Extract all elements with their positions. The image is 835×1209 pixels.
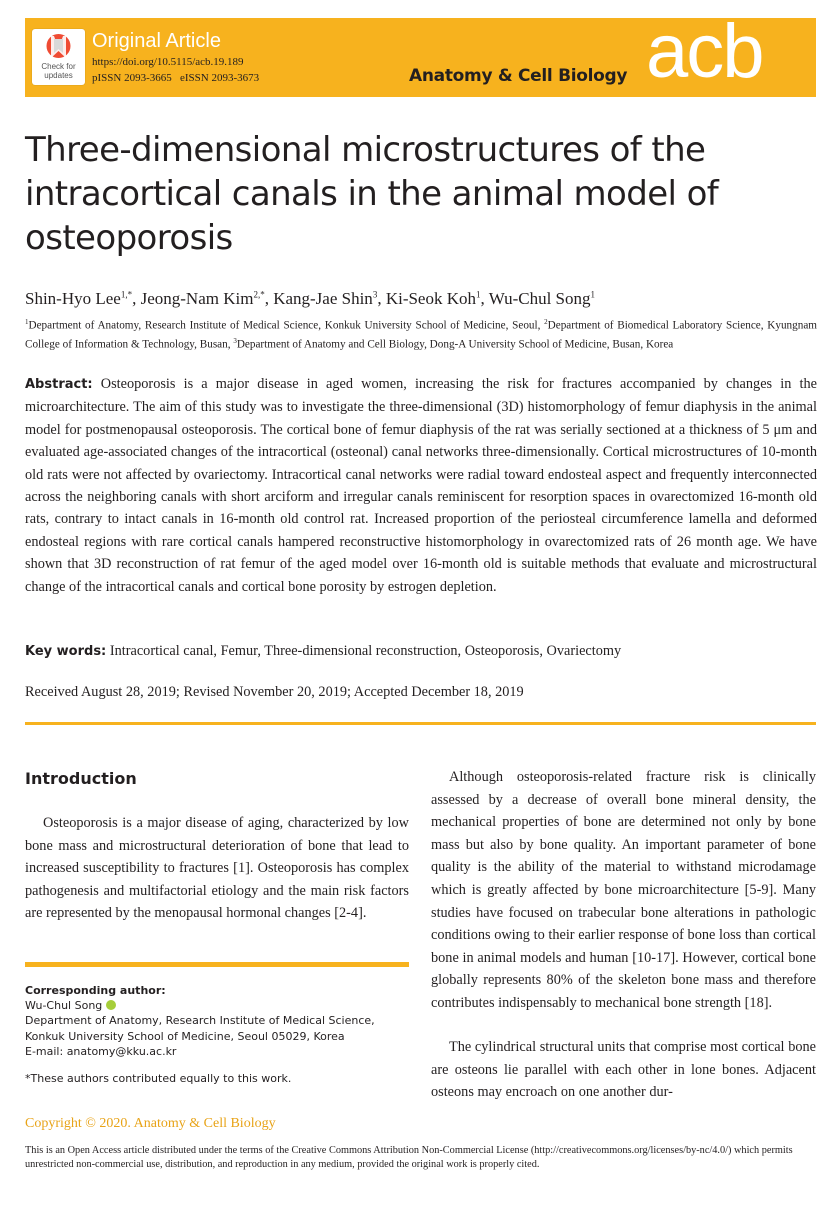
journal-name: Anatomy & Cell Biology	[409, 66, 628, 86]
author-name: Wu-Chul Song	[488, 289, 591, 308]
orcid-icon[interactable]	[106, 1000, 116, 1010]
affil-sup: 1	[25, 318, 29, 326]
author-sup: 3	[372, 289, 378, 300]
article-title: Three-dimensional microstructures of the intracortical canals in the animal model of osteoporosis	[25, 130, 719, 258]
doi-link[interactable]: https://doi.org/10.5115/acb.19.189	[92, 56, 244, 68]
issn: pISSN 2093-3665 eISSN 2093-3673	[92, 72, 260, 84]
section-divider	[25, 722, 816, 725]
author-sup: 1	[590, 289, 596, 300]
correspondence-address: Department of Anatomy, Research Institute of Medical Science, Konkuk University School of Medicine, Seoul 05029, Korea	[25, 1014, 375, 1043]
author-name: Jeong-Nam Kim	[140, 289, 254, 308]
author-name: Shin-Hyo Lee	[25, 289, 121, 308]
badge-label: Check for updates	[41, 62, 76, 80]
bookmark-icon	[32, 29, 85, 63]
journal-logo: acb	[646, 9, 763, 94]
correspondence-name-line	[25, 998, 415, 1013]
intro-heading: Introduction	[25, 769, 137, 788]
equal-contribution-note: *These authors contributed equally to this work.	[25, 1072, 292, 1086]
abstract-text: Osteoporosis is a major disease in aged women, increasing the risk for fractures accompanied by changes in the microarchitecture. The aim of this study was to investigate the three-dimensional (3D) histomorphology of femur diaphysis in the animal model for postmenopausal osteoporosis. The cortical bone of femur diaphysis of the rat was serially sectioned at a thickness of 5 μm and evaluated age-associated changes of the intracortical (osteonal) canal networks three-dimensionally. Cortical microstructures of 10-month old rats were not affected by ovariectomy. Intracortical canal networks were radial toward endosteal aspect and frequently interconnected across the neighboring canals with short arciform and irregular canals reminiscent for resorption spaces in ovarectomized 16-month old rats, contrary to intact canals in 16-month old control rat. Increased proportion of the periosteal circumference lamella and deformed endosteal regions with rare cortical canals hampered reconstructive histomorphology in ovarectomized rats of 26 month age. We have shown that 3D reconstruction of rat femur of the aged model over 16-month old is suitable methods that evaluate and microstructural change of the intracortical canals and cortical bone porosity by estrogen depletion.	[25, 376, 817, 595]
correspondence-label: Corresponding author:	[25, 984, 166, 997]
affiliation: Department of Anatomy and Cell Biology, Dong-A University School of Medicine, Busan, Korea	[236, 338, 674, 351]
correspondence-email[interactable]: E-mail: anatomy@kku.ac.kr	[25, 1044, 177, 1058]
copyright: Copyright © 2020. Anatomy & Cell Biology	[25, 1116, 276, 1131]
author-sup: 1,*	[120, 289, 133, 300]
body-paragraph: The cylindrical structural units that comprise most cortical bone are osteons lie parallel with each other in lone bones. Adjacent osteons may encroach on one another dur-	[431, 1039, 816, 1101]
author-sup: 1	[476, 289, 481, 300]
author-name: Ki-Seok Koh	[385, 289, 477, 308]
affil-sup: 3	[233, 336, 237, 345]
received-dates: Received August 28, 2019; Revised November 20, 2019; Accepted December 18, 2019	[25, 684, 524, 700]
correspondence-divider	[25, 962, 409, 967]
keywords	[25, 640, 817, 663]
affil-sup: 2	[544, 318, 548, 326]
keywords-label: Key words:	[25, 644, 107, 659]
affiliation: Department of Anatomy, Research Institute of Medical Science, Konkuk University School of Medicine, Seoul,	[28, 319, 545, 332]
keywords-text: Intracortical canal, Femur, Three-dimensional reconstruction, Osteoporosis, Ovariectomy	[109, 643, 622, 659]
check-for-updates-badge[interactable]	[32, 29, 85, 85]
author-sup: 2,*	[253, 289, 265, 300]
correspondence-name: Wu-Chul Song	[25, 999, 103, 1013]
author-list: Shin-Hyo Lee$^{1,*}$, Jeong-Nam Kim$^{2,*}$, Kang-Jae Shin$^3$, Ki-Seok Koh$^1$, Wu-Chul Song$^1$	[25, 289, 596, 308]
abstract	[25, 373, 817, 598]
article-type: Original Article	[92, 30, 221, 52]
intro-paragraph: Osteoporosis is a major disease of aging, characterized by low bone mass and microstructural deterioration of bone that lead to increased susceptibility to fractures [1]. Osteoporosis has complex pathogenesis and multifactorial etiology and the main risk factors are represented by the menopausal hormonal changes [2-4].	[25, 815, 409, 922]
abstract-label: Abstract:	[25, 377, 93, 392]
author-name: Kang-Jae Shin	[273, 289, 373, 308]
body-paragraph: Although osteoporosis-related fracture risk is clinically assessed by a decrease of overall bone mineral density, the mechanical properties of bone are determined not only by bone mass but also by bone quality. An important parameter of bone quality is the ability of the material to withstand microdamage which is greatly affected by bone microarchitecture [5-9]. Many studies have focused on trabecular bone alterations in pathologic conditions owing to their earlier response of bone loss than cortical bone in animal models and human [10-17]. However, cortical bone globally represents 80% of the skeleton bone mass and therefore contributes indispensably to mechanical bone strength [18].	[431, 769, 816, 1011]
affiliation: Department of Biomedical Laboratory Science, Kyungnam College of Information & Technology, Busan,	[25, 319, 818, 351]
affiliations	[25, 315, 817, 352]
license-text: This is an Open Access article distributed under the terms of the Creative Commons Attribution Non-Commercial License (http://creativecommons.org/licenses/by-nc/4.0/) which permits unrestricted non-commercial use, distribution, and reproduction in any medium, provided the original work is properly cited.	[25, 1145, 793, 1170]
correspondence-block	[25, 983, 415, 1086]
